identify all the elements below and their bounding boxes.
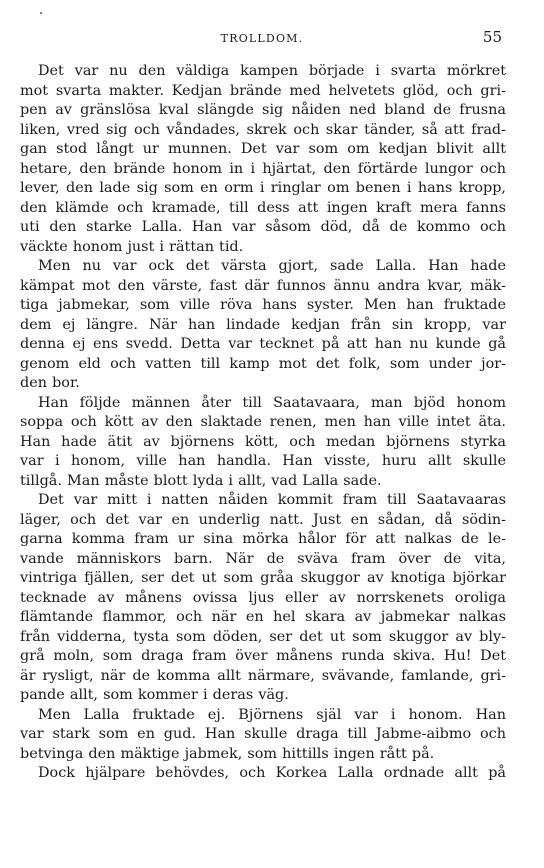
text-line: Han hade ätit av björnens kött, och medan björnens styrka xyxy=(20,433,506,450)
text-line: Det var mitt i natten nåiden kommit fram till Saatavaaras xyxy=(38,492,506,508)
page-header xyxy=(22,28,502,50)
print-speck xyxy=(40,12,42,14)
text-line: är rysligt, när de komma allt närmare, svävande, famlande, gri- xyxy=(20,667,506,684)
text-line: grå moln, som draga fram över månens runda skiva. Hu! Det xyxy=(20,648,506,664)
text-line: Dock hjälpare behövdes, och Korkea Lalla ordnade allt på xyxy=(38,765,506,781)
text-line: väckte honom just i rättan tid. xyxy=(20,238,244,255)
text-line: den bor. xyxy=(20,375,80,391)
text-line: Det var nu den väldiga kampen började i svarta mörkret xyxy=(38,63,506,79)
text-line: var i honom, ville han handla. Han visste, huru allt skulle xyxy=(20,453,506,469)
text-line: vande människors barn. När de sväva fram över de vita, xyxy=(20,550,506,567)
page-number: 55 xyxy=(482,28,502,46)
text-line: Men Lalla fruktade ej. Björnens själ var i honom. Han xyxy=(38,706,506,723)
text-line: läger, och det var en underlig natt. Just en sådan, då södin- xyxy=(20,511,506,528)
text-line: var stark som en gud. Han skulle draga till Jabme-aibmo och xyxy=(20,726,506,742)
text-line: pande allt, som kommer i deras väg. xyxy=(20,687,289,703)
text-line: tecknade av månens ovissa ljus eller av norrskenets oroliga xyxy=(20,589,506,606)
text-line: soppa och kött av den slaktade renen, men han ville intet äta. xyxy=(20,414,506,430)
text-line: flämtande flammor, och när en hel skara av jabmekar nalkas xyxy=(20,609,506,625)
text-line: betvinga den mäktige jabmek, som hittills ingen rått på. xyxy=(20,745,435,762)
body-text xyxy=(20,62,506,784)
text-line: lever, den lade sig som en orm i ringlar om benen i hans kropp, xyxy=(20,180,506,196)
text-line: Men nu var ock det värsta gjort, sade Lalla. Han hade xyxy=(38,258,506,274)
text-line: gan stod långt ur munnen. Det var som om kedjan blivit allt xyxy=(20,141,506,157)
text-line: garna komma fram ur sina mörka hålor för att nalkas de le- xyxy=(20,531,506,547)
text-line: kämpat mot den värste, fast där funnos ännu andra kvar, mäk- xyxy=(20,277,506,294)
text-line: genom eld och vatten till kamp mot det folk, som under jor- xyxy=(20,355,506,372)
text-line: från vidderna, tysta som döden, ser det ut som skuggor av bly- xyxy=(20,628,506,645)
text-line: Han följde männen åter till Saatavaara, man bjöd honom xyxy=(38,394,506,411)
text-line: denna ej ens svedd. Detta var tecknet på att han nu kunde gå xyxy=(20,336,506,352)
running-title: TROLLDOM. xyxy=(220,32,304,45)
text-line: liken, vred sig och våndades, skrek och skar tänder, så att frad- xyxy=(20,121,506,138)
text-line: mot svarta makter. Kedjan brände med helvetets glöd, och gri- xyxy=(20,82,506,99)
text-line: dem ej längre. När han lindade kedjan från sin kropp, var xyxy=(20,316,506,333)
text-line: den klämde och kramade, till dess att ingen kraft mera fanns xyxy=(20,199,506,216)
text-line: hetare, den brände honom in i hjärtat, den förtärde lungor och xyxy=(20,160,506,177)
text-line: tiga jabmekar, som ville röva hans syster. Men han fruktade xyxy=(20,297,506,313)
text-line: pen av gränslösa kval slängde sig nåiden ned bland de frusna xyxy=(20,102,506,118)
text-line: tillgå. Man måste blott lyda i allt, vad Lalla sade. xyxy=(20,472,382,489)
text-line: uti den starke Lalla. Han var såsom död, då de kommo och xyxy=(20,219,506,235)
text-line: vintriga fjällen, ser det ut som gråa skuggor av knotiga björkar xyxy=(20,570,506,586)
